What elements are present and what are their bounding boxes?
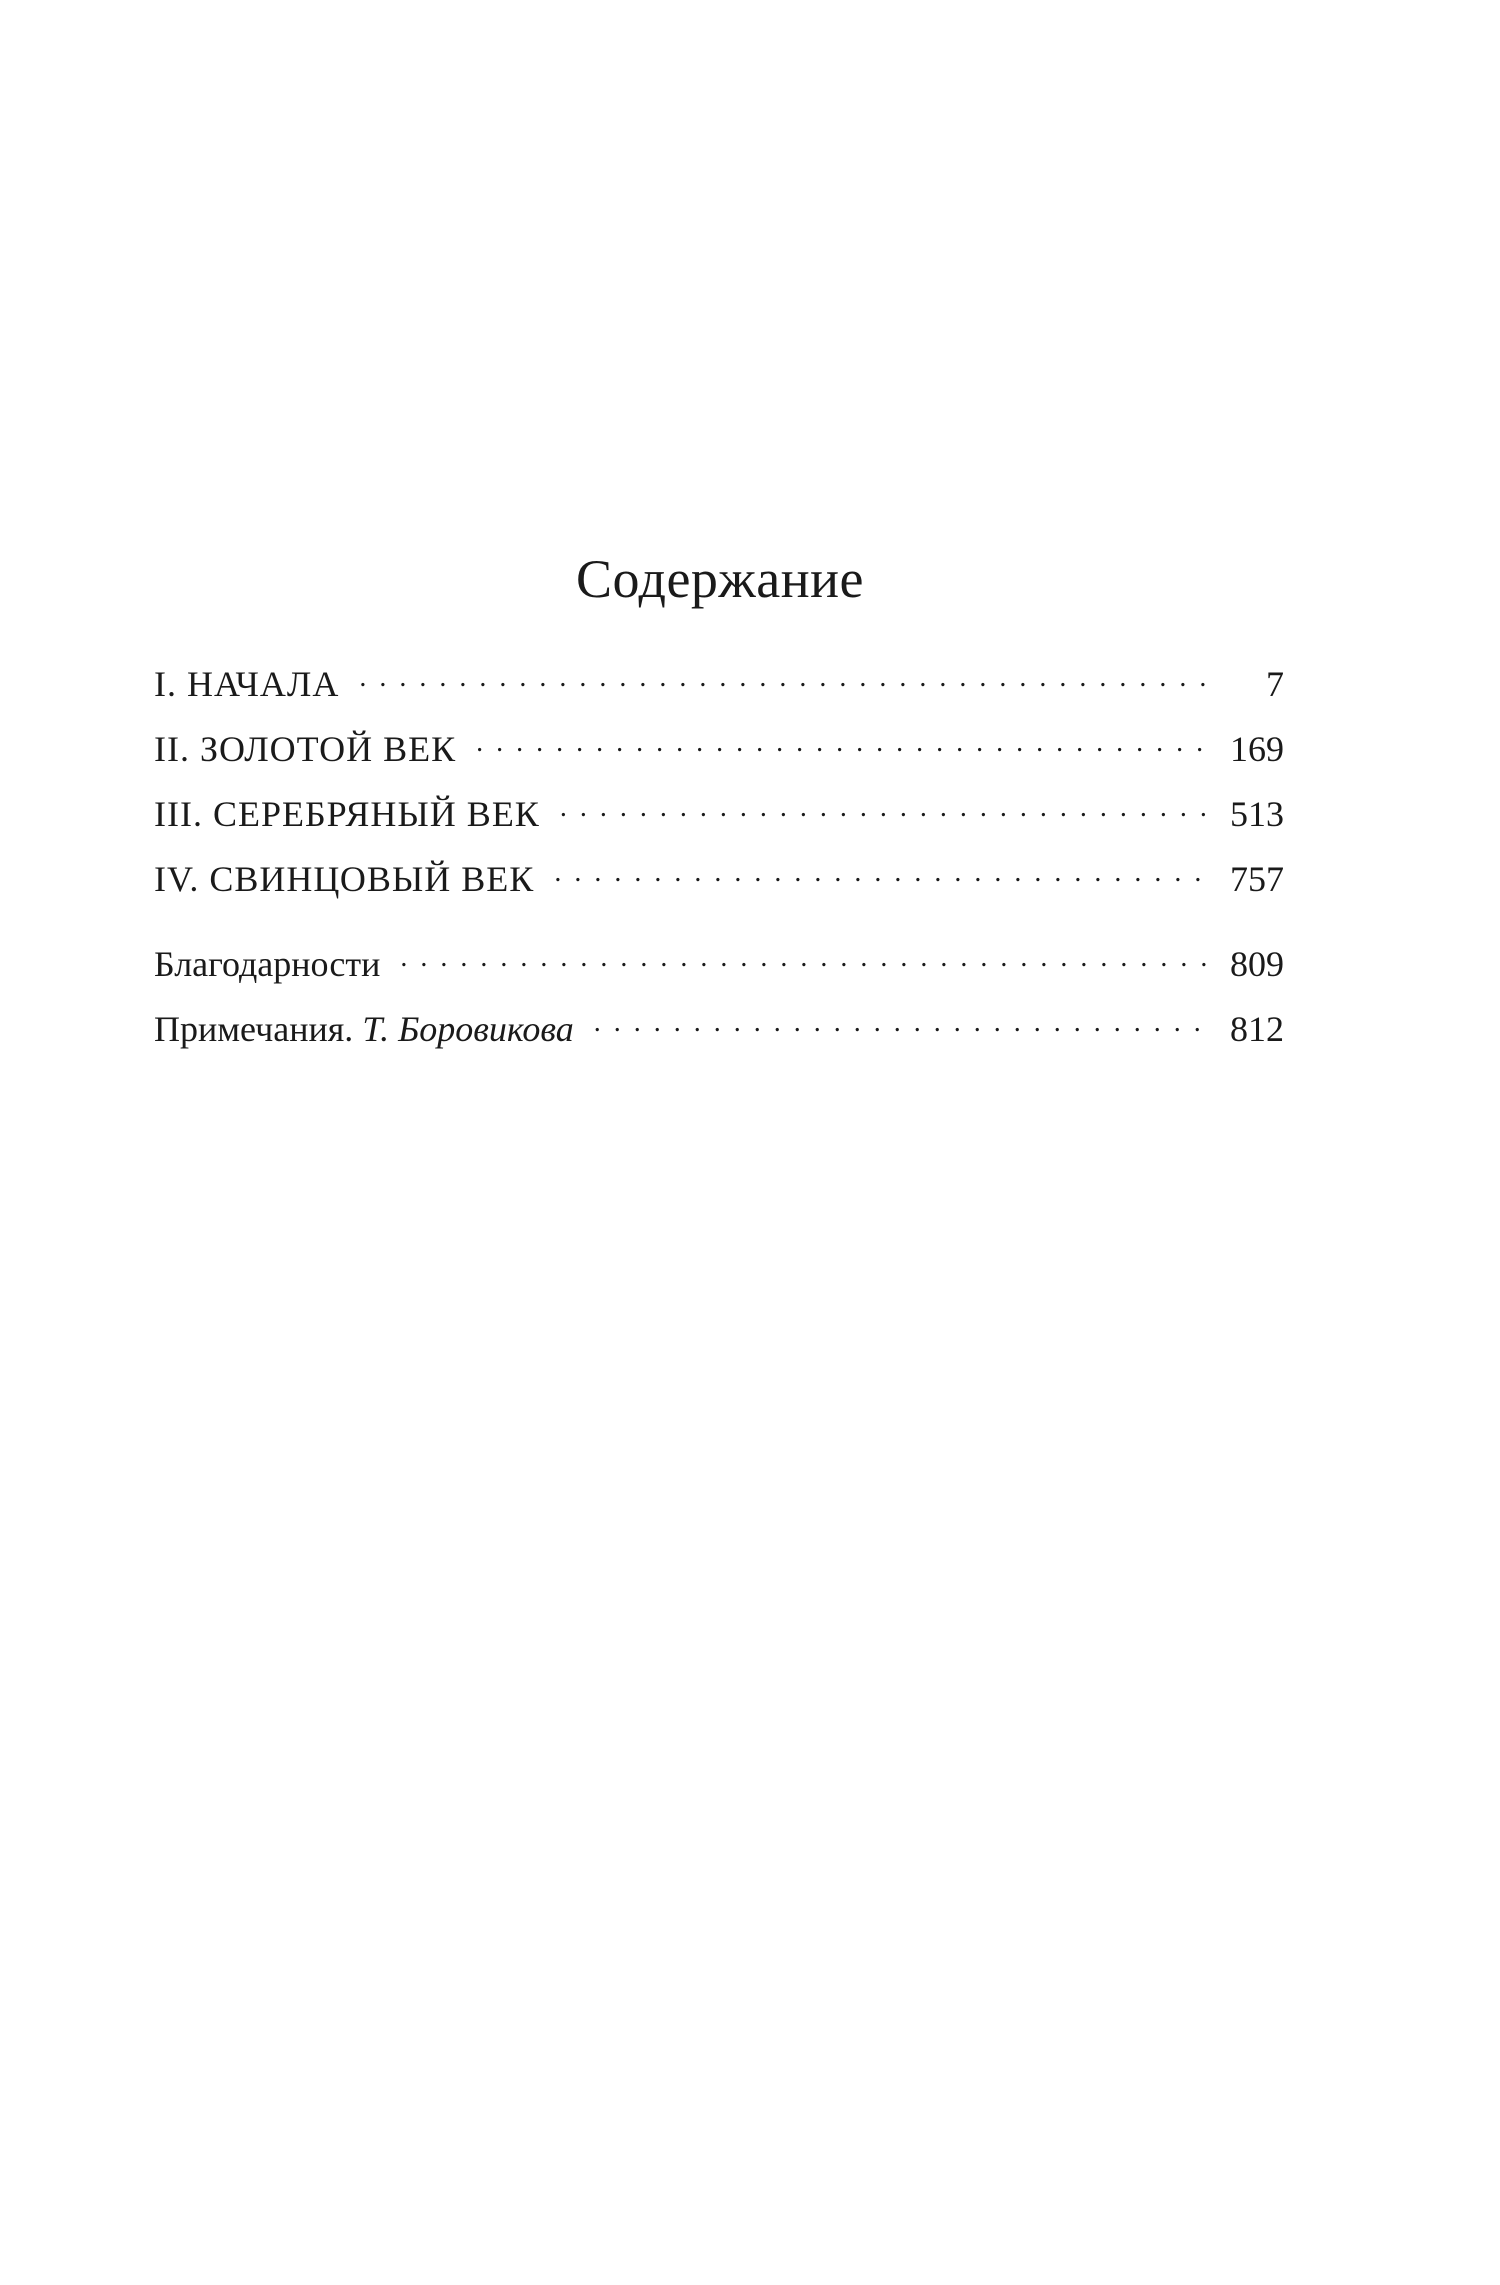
- toc-entry-page: 812: [1230, 1009, 1284, 1049]
- toc-entry-label-text: Примечания.: [154, 1009, 363, 1049]
- toc-entry-page: 757: [1230, 859, 1284, 899]
- toc-entry-label: II. ЗОЛОТОЙ ВЕК: [154, 729, 457, 769]
- toc-entry-part-4[interactable]: [154, 855, 1284, 898]
- dot-leader: [400, 940, 1214, 976]
- dot-leader: [359, 660, 1218, 696]
- toc-entry-page: 513: [1230, 794, 1284, 834]
- dot-leader: [554, 855, 1214, 891]
- toc-entry-label: I. НАЧАЛА: [154, 664, 340, 704]
- toc-entry-page: 169: [1230, 729, 1284, 769]
- toc-entry-label: [154, 1011, 574, 1047]
- toc-entry-part-2[interactable]: [154, 725, 1284, 768]
- toc-entry-page: 809: [1230, 944, 1284, 984]
- toc-entry-part-1[interactable]: [154, 660, 1284, 703]
- toc-entry-part-3[interactable]: [154, 790, 1284, 833]
- dot-leader: [476, 725, 1214, 761]
- section-spacer: [154, 920, 1284, 940]
- toc-entry-label-text: Благодарности: [154, 944, 381, 984]
- toc-entry-acknowledgements[interactable]: [154, 940, 1284, 983]
- dot-leader: [560, 790, 1214, 826]
- toc-entry-label: III. СЕРЕБРЯНЫЙ ВЕК: [154, 794, 540, 834]
- dot-leader: [594, 1005, 1214, 1041]
- toc-entry-label: IV. СВИНЦОВЫЙ ВЕК: [154, 859, 535, 899]
- toc-entry-label-author: Т. Боровикова: [362, 1009, 574, 1049]
- page-title: Содержание: [576, 549, 864, 610]
- toc-entry-label: [154, 946, 380, 982]
- table-of-contents: [154, 660, 1284, 1070]
- toc-entry-page: 7: [1266, 664, 1284, 704]
- toc-entry-notes[interactable]: [154, 1005, 1284, 1048]
